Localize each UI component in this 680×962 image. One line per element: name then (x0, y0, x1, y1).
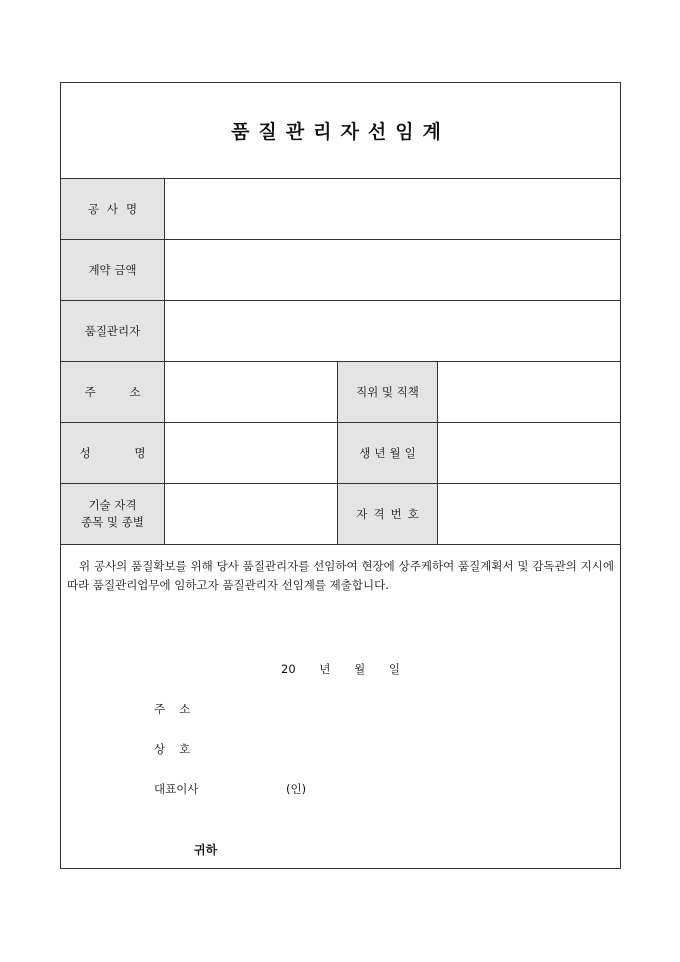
signature-company-label: 상호 (154, 742, 205, 756)
signature-company (154, 741, 204, 757)
qualification-row (61, 484, 620, 545)
contract-amount-row (61, 240, 620, 301)
name-field[interactable] (165, 423, 337, 483)
birthdate-label: 생년월일 (337, 423, 438, 483)
quality-manager-row (61, 301, 620, 362)
project-name-label: 공사명 (61, 179, 165, 239)
license-number-label: 자격번호 (337, 484, 438, 544)
birthdate-field[interactable] (438, 423, 620, 483)
signature-ceo-label: 대표이사 (154, 782, 199, 796)
form-title: 품질관리자선임계 (61, 83, 620, 179)
quality-manager-label: 품질관리자 (61, 301, 165, 361)
contract-amount-field[interactable] (165, 240, 620, 300)
declaration-text: 위 공사의 품질확보를 위해 당사 품질관리자를 선임하여 현장에 상주케하여 품질계획서 및 감독관의 지시에 따라 품질관리업무에 임하고자 품질관리자 선임계를 제출합니다. (67, 559, 614, 592)
qualification-label (61, 484, 165, 544)
qualification-label-line2: 종목 및 종별 (81, 515, 144, 529)
contract-amount-label: 계약 금액 (61, 240, 165, 300)
project-name-field[interactable] (165, 179, 620, 239)
address-row (61, 362, 620, 423)
recipient-label: 귀하 (194, 843, 218, 857)
qualification-field[interactable] (165, 484, 337, 544)
signature-address (154, 701, 204, 717)
qualification-label-line1: 기술 자격 (88, 498, 137, 512)
position-label: 직위 및 직책 (337, 362, 438, 422)
signature-address-label: 주소 (154, 702, 205, 716)
selection-form (60, 82, 621, 869)
name-row (61, 423, 620, 484)
signature-ceo (154, 781, 198, 797)
seal-mark: (인) (286, 782, 307, 796)
quality-manager-field[interactable] (165, 301, 620, 361)
project-name-row (61, 179, 620, 240)
position-field[interactable] (438, 362, 620, 422)
license-number-field[interactable] (438, 484, 620, 544)
name-label: 성 명 (61, 423, 165, 483)
submission-date: 20 년 월 일 (281, 662, 400, 676)
address-field[interactable] (165, 362, 337, 422)
address-label: 주 소 (61, 362, 165, 422)
